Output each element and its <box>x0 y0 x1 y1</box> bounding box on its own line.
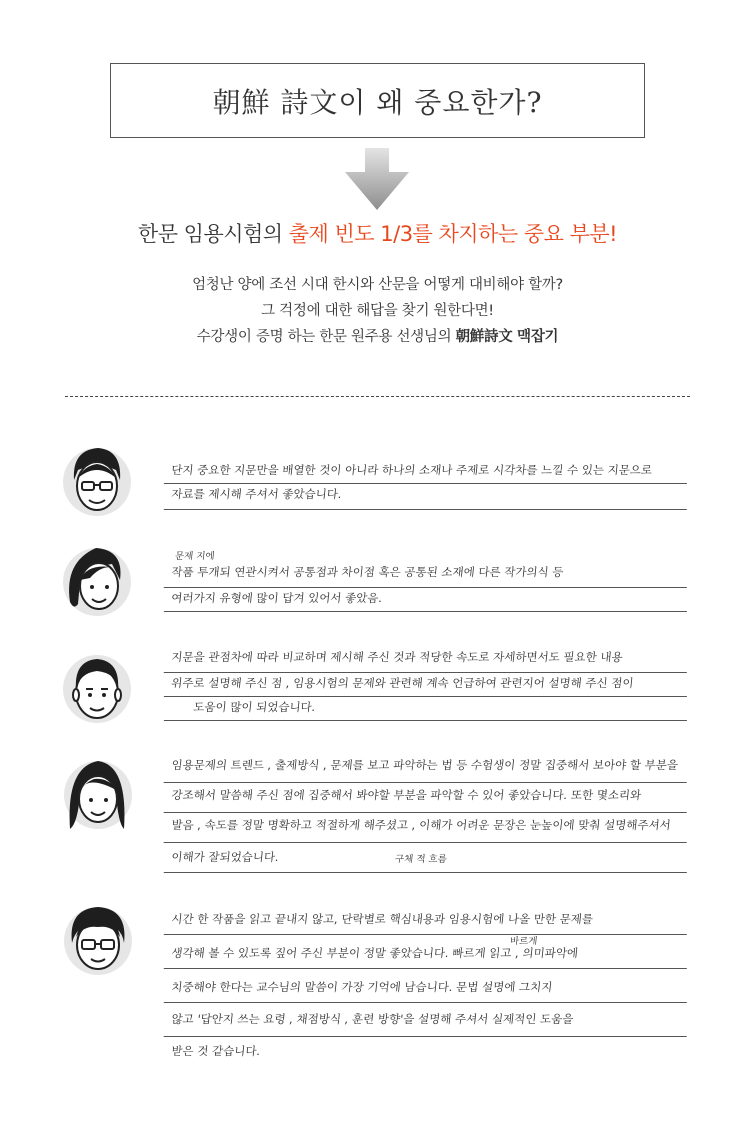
review-line: 치중해야 한다는 교수님의 말씀이 가장 기억에 남습니다. 문법 설명에 그치지 <box>164 979 690 1003</box>
review-line: 않고 '답안지 쓰는 요령 , 채점방식 , 훈련 방향'을 설명해 주셔서 실제적인 도움을 <box>164 1011 690 1037</box>
dashed-divider <box>65 396 690 397</box>
review-line: 생각해 볼 수 있도록 짚어 주신 부분이 정말 좋았습니다. 빠르게 읽고 , 의미파악에 <box>164 945 690 969</box>
man-glasses-icon <box>62 440 132 520</box>
intro-line-1: 엄청난 양에 조선 시대 한시와 산문을 어떻게 대비해야 할까? <box>192 277 563 293</box>
intro-line-3-prefix: 수강생이 증명 하는 한문 원주용 선생님의 <box>196 329 456 345</box>
review-line: 단지 중요한 지문만을 배열한 것이 아니라 하나의 소재나 주제로 시각차를 느낄 수 있는 지문으로 <box>164 462 689 484</box>
review-note: 문제 지에 <box>174 551 216 562</box>
review-line: 강조해서 말씀해 주신 점에 집중해서 봐야할 부분을 파악할 수 있어 좋았습니다. 또한 몇소리와 <box>164 787 690 813</box>
review-line: 자료를 제시해 주셔서 좋았습니다. <box>164 486 690 510</box>
review-line: 위주로 설명해 주신 점 , 임용시험의 문제와 관련해 계속 언급하여 관련지어 설명해 주신 점이 <box>164 675 689 697</box>
review-line: 이해가 잘되었습니다. <box>164 849 690 873</box>
review-line: 지문을 관점차에 따라 비교하며 제시해 주신 것과 적당한 속도로 자세하면서도 필요한 내용 <box>164 649 690 673</box>
intro-line-2: 그 걱정에 대한 해답을 찾기 원한다면! <box>261 303 494 319</box>
man-short-hair-icon <box>62 649 132 729</box>
review-note: 바르게 <box>509 936 538 947</box>
intro-line-3-bold: 朝鮮詩文 맥잡기 <box>455 329 559 345</box>
headline-highlight: 출제 빈도 1/3를 차지하는 중요 부분! <box>288 222 618 246</box>
headline <box>0 218 755 248</box>
review-line: 시간 한 작품을 읽고 끝내지 않고, 단락별로 핵심내용과 임용시험에 나올 만한 문제를 <box>164 911 690 935</box>
headline-prefix: 한문 임용시험의 <box>137 222 289 246</box>
review-note: 구체 적 흐름 <box>394 854 448 865</box>
review-line: 받은 것 같습니다. <box>170 1044 261 1058</box>
review-line: 임용문제의 트렌드 , 출제방식 , 문제를 보고 파악하는 법 등 수험생이 정말 집중해서 보아야 할 부분을 <box>164 757 690 783</box>
woman-long-hair-icon <box>62 753 136 843</box>
page-title: 朝鮮 詩文이 왜 중요한가? <box>110 63 645 138</box>
intro-line-3 <box>0 324 755 350</box>
man-glasses-curly-icon <box>62 899 136 983</box>
woman-ponytail-icon <box>62 542 136 622</box>
intro-text <box>0 272 755 350</box>
review-line: 작품 투개되 연관시켜서 공통점과 차이점 혹은 공통된 소재에 다른 작가의식 등 <box>164 564 690 588</box>
down-arrow-icon <box>345 148 409 210</box>
review-line: 발음 , 속도를 정말 명확하고 적절하게 해주셨고 , 이해가 어려운 문장은 눈높이에 맞춰 설명해주셔서 <box>164 817 690 843</box>
review-line: 여러가지 유형에 많이 답겨 있어서 좋았음. <box>164 590 689 612</box>
review-line: 도움이 많이 되었습니다. <box>164 699 689 721</box>
